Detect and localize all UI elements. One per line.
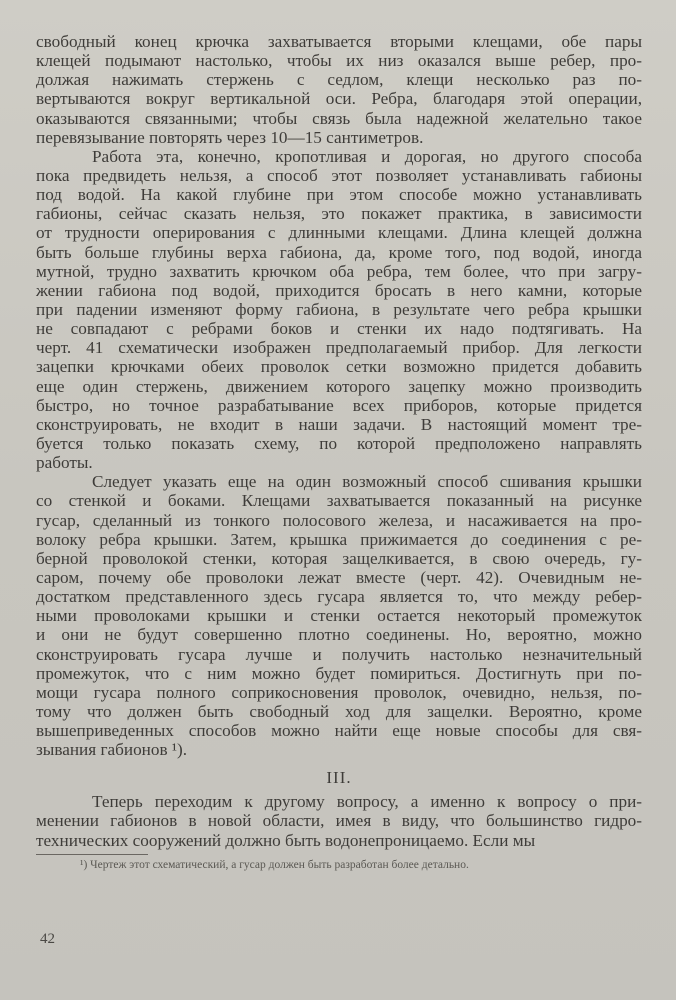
text-line: черт. 41 схематически изображен предполагаемый прибор. Для легкости xyxy=(36,338,642,358)
text-line: ными проволоками крышки и стенки остается некоторый промежуток xyxy=(36,606,642,626)
text-line: саром, почему обе проволоки лежат вместе (черт. 42). Очевидным не- xyxy=(36,567,642,587)
text-line: свободный конец крючка захватывается вторыми клещами, обе пары xyxy=(36,32,642,51)
text-line: достатком представленного здесь гусара является то, что между ребер- xyxy=(36,587,642,607)
text-line: и они не будут совершенно плотно соединены. Но, вероятно, можно xyxy=(36,625,642,645)
text-line: Работа эта, конечно, кропотливая и дорогая, но другого способа xyxy=(92,146,642,166)
text-line: промежуток, что с ним можно будет помириться. Достигнуть при по- xyxy=(36,663,642,683)
text-line: оказываются связанными; чтобы связь была надежной желательно такое xyxy=(36,108,642,128)
text-line: Следует указать еще на один возможный способ сшивания крышки xyxy=(92,472,642,492)
text-line: со стенкой и боками. Клещами захватывается показанный на рисунке xyxy=(36,491,642,511)
text-line: тому что должен быть свободный ход для защелки. Вероятно, кроме xyxy=(36,701,642,721)
text-line: габионы, сейчас сказать нельзя, это покажет практика, в зависимости xyxy=(36,204,642,224)
text-line: клещей подымают настолько, чтобы их низ оказался выше ребер, про- xyxy=(36,51,642,71)
book-page xyxy=(36,32,642,872)
text-line: не совпадают с ребрами боков и стенки их надо подтягивать. На xyxy=(36,319,642,339)
text-line: вышеприведенных способов можно найти еще новые способы для свя- xyxy=(36,721,642,741)
text-line: перевязывание повторять через 10—15 сантиметров. xyxy=(36,127,424,147)
text-line: сконструировать гусара лучше и получить настолько незначительный xyxy=(36,644,642,664)
text-line: берной проволокой стенки, которая защелкивается, в свою очередь, гу- xyxy=(36,548,642,568)
text-line: работы. xyxy=(36,453,93,473)
paragraph-1 xyxy=(36,32,642,147)
footnote: ¹) Чертеж этот схематический, а гусар должен быть разработан более детально. xyxy=(80,858,469,871)
section-heading: III. xyxy=(326,768,352,788)
text-line: гусар, сделанный из тонкого полосового железа, и насаживается на про- xyxy=(36,510,642,530)
text-line: вертываются вокруг вертикальной оси. Ребра, благодаря этой операции, xyxy=(36,89,642,109)
text-line: быстро, но точное разрабатывание всех приборов, которые придется xyxy=(36,395,642,415)
text-line: буется только показать схему, по которой предположено направлять xyxy=(36,433,642,453)
paragraph-3 xyxy=(36,472,642,759)
text-line: технических сооружений должно быть водонепроницаемо. Если мы xyxy=(36,830,536,850)
text-line: от трудности оперирования с длинными клещами. Длина клещей должна xyxy=(36,223,642,243)
text-line: мутной, трудно захватить крючком оба ребра, тем более, что при загру- xyxy=(36,261,642,281)
text-line: волоку ребра крышки. Затем, крышка прижимается до соединения с ре- xyxy=(36,529,642,549)
text-line: Теперь переходим к другому вопросу, а именно к вопросу о при- xyxy=(92,792,642,812)
text-line: жении габиона под водой, приходится бросать в него камни, которые xyxy=(36,280,642,300)
footnote-divider xyxy=(36,854,148,855)
text-line: сконструировать, не входит в наши задачи. В настоящий момент тре- xyxy=(36,414,642,434)
paragraph-2 xyxy=(36,147,642,472)
page-number: 42 xyxy=(40,931,55,947)
section-paragraph xyxy=(36,792,642,849)
text-line: быть больше глубины верха габиона, да, кроме того, под водой, иногда xyxy=(36,242,642,262)
text-line: пока предвидеть нельзя, а способ этот позволяет устанавливать габионы xyxy=(36,165,642,185)
text-line: мощи гусара полного соприкосновения проволок, очевидно, нельзя, по- xyxy=(36,682,642,702)
text-line: зывания габионов ¹). xyxy=(36,740,188,760)
text-line: должая нажимать стержень с седлом, клещи несколько раз по- xyxy=(36,70,642,90)
text-line: еще один стержень, движением которого зацепку можно производить xyxy=(36,376,642,396)
text-line: менении габионов в новой области, имея в виду, что большинство гидро- xyxy=(36,811,642,831)
text-line: зацепки крючками обеих проволок сетки возможно придется добавить xyxy=(36,357,642,377)
text-line: при падении изменяют форму габиона, в результате чего ребра крышки xyxy=(36,299,642,319)
text-line: под водой. На какой глубине при этом способе можно устанавливать xyxy=(36,185,642,205)
